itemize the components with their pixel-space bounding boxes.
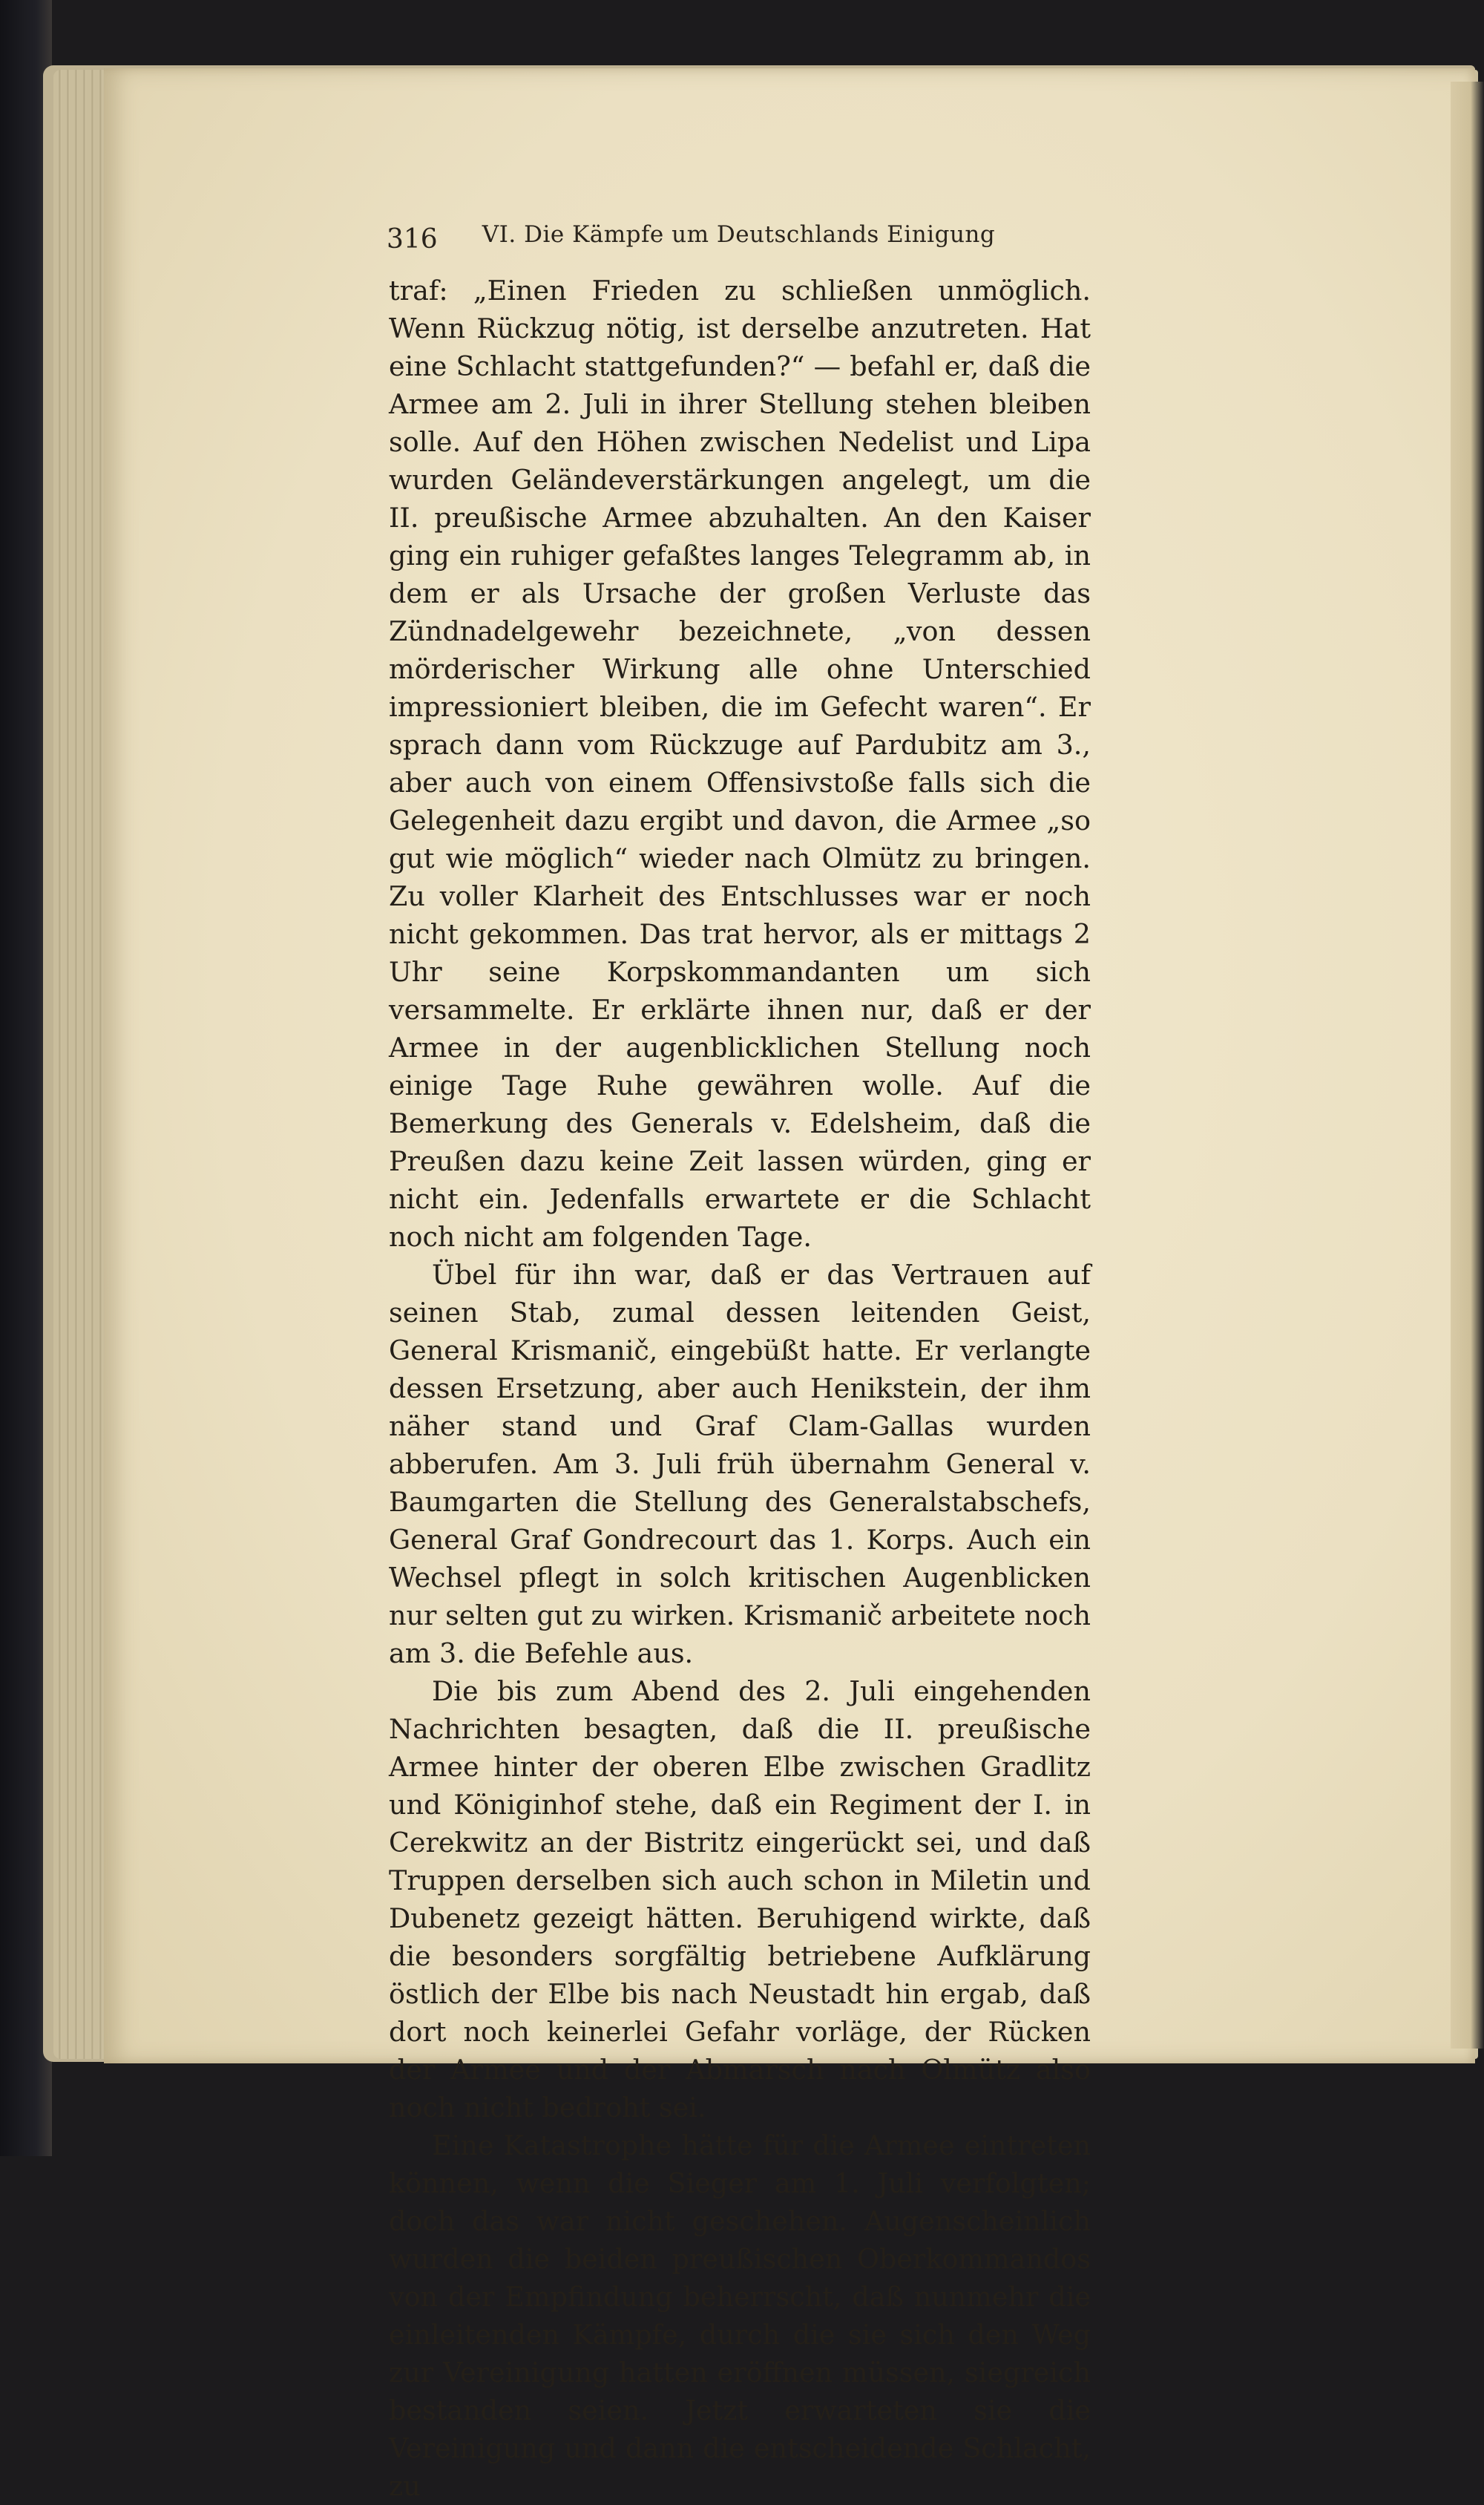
paragraph-1: traf: „Einen Frieden zu schließen unmöglich. Wenn Rückzug nötig, ist derselbe anzutreten. Hat eine Schlacht stattgefunden?“ — befahl er, daß die Armee am 2. Juli in ihrer Stellung stehen bleiben solle. Auf den Höhen zwischen Nedelist und Lipa wurden Geländeverstärkungen angelegt, um die II. preußische Armee abzuhalten. An den Kaiser ging ein ruhiger gefaßtes langes Telegramm ab, in dem er als Ursache der großen Verluste das Zündnadelgewehr bezeichnete, „von dessen mörderischer Wirkung alle ohne Unterschied impressioniert bleiben, die im Gefecht waren“. Er sprach dann vom Rückzuge auf Pardubitz am 3., aber auch von einem Offensivstoße falls sich die Gelegenheit dazu ergibt und davon, die Armee „so gut wie möglich“ wieder nach Olmütz zu bringen. Zu voller Klarheit des Entschlusses war er noch nicht gekommen. Das trat hervor, als er mittags 2 Uhr seine Korpskommandanten um sich versammelte. Er erklärte ihnen nur, daß er der Armee in der augenblicklichen Stellung noch einige Tage Ruhe gewähren wolle. Auf die Bemerkung des Generals v. Edelsheim, daß die Preußen dazu keine Zeit lassen würden, ging er nicht ein. Jedenfalls erwartete er die Schlacht noch nicht am folgenden Tage.	[389, 275, 1091, 1253]
page-header	[387, 218, 1091, 255]
paragraph-2: Übel für ihn war, daß er das Vertrauen auf seinen Stab, zumal dessen leitenden Geist, General Krismanič, eingebüßt hatte. Er verlangte dessen Ersetzung, aber auch Henikstein, der ihm näher stand und Graf Clam-Gallas wurden abberufen. Am 3. Juli früh übernahm General v. Baumgarten die Stellung des Generalstabschefs, General Graf Gondrecourt das 1. Korps. Auch ein Wechsel pflegt in solch kritischen Augenblicken nur selten gut zu wirken. Krismanič arbeitete noch am 3. die Befehle aus.	[389, 1259, 1091, 1669]
paragraph-3: Die bis zum Abend des 2. Juli eingehenden Nachrichten besagten, daß die II. preußische Armee hinter der oberen Elbe zwischen Gradlitz und Königinhof stehe, daß ein Regiment der I. in Cerekwitz an der Bistritz eingerückt sei, und daß Truppen derselben sich auch schon in Miletin und Dubenetz gezeigt hätten. Beruhigend wirkte, daß die besonders sorgfältig betriebene Aufklärung östlich der Elbe bis nach Neustadt hin ergab, daß dort noch keinerlei Gefahr vorläge, der Rücken der Armee und der Abmarsch nach Olmütz also noch nicht bedroht sei.	[389, 1675, 1091, 2123]
running-head: VI. Die Kämpfe um Deutschlands Einigung	[482, 221, 996, 248]
page-number: 316	[387, 224, 438, 255]
body-text	[389, 272, 1091, 2505]
paragraph-4: Eine Katastrophe hätte für die Armee eintreten können, wenn die Sieger am 1. Juli verfolgten; doch das war nicht geschehen. Augenscheinlich wurden die beiden preußischen Oberkommandos von der Empfindung beherrscht, daß nunmehr die einleitenden Kämpfe, durch die sie sich den Weg zur Vereinigung hatten eröffnen müssen, siegreich bestanden seien. Jetzt erwarteten sie die Vereinigung und dann die entscheidende Schlacht, zu	[389, 2129, 1091, 2502]
next-page-edge	[1451, 82, 1484, 2049]
